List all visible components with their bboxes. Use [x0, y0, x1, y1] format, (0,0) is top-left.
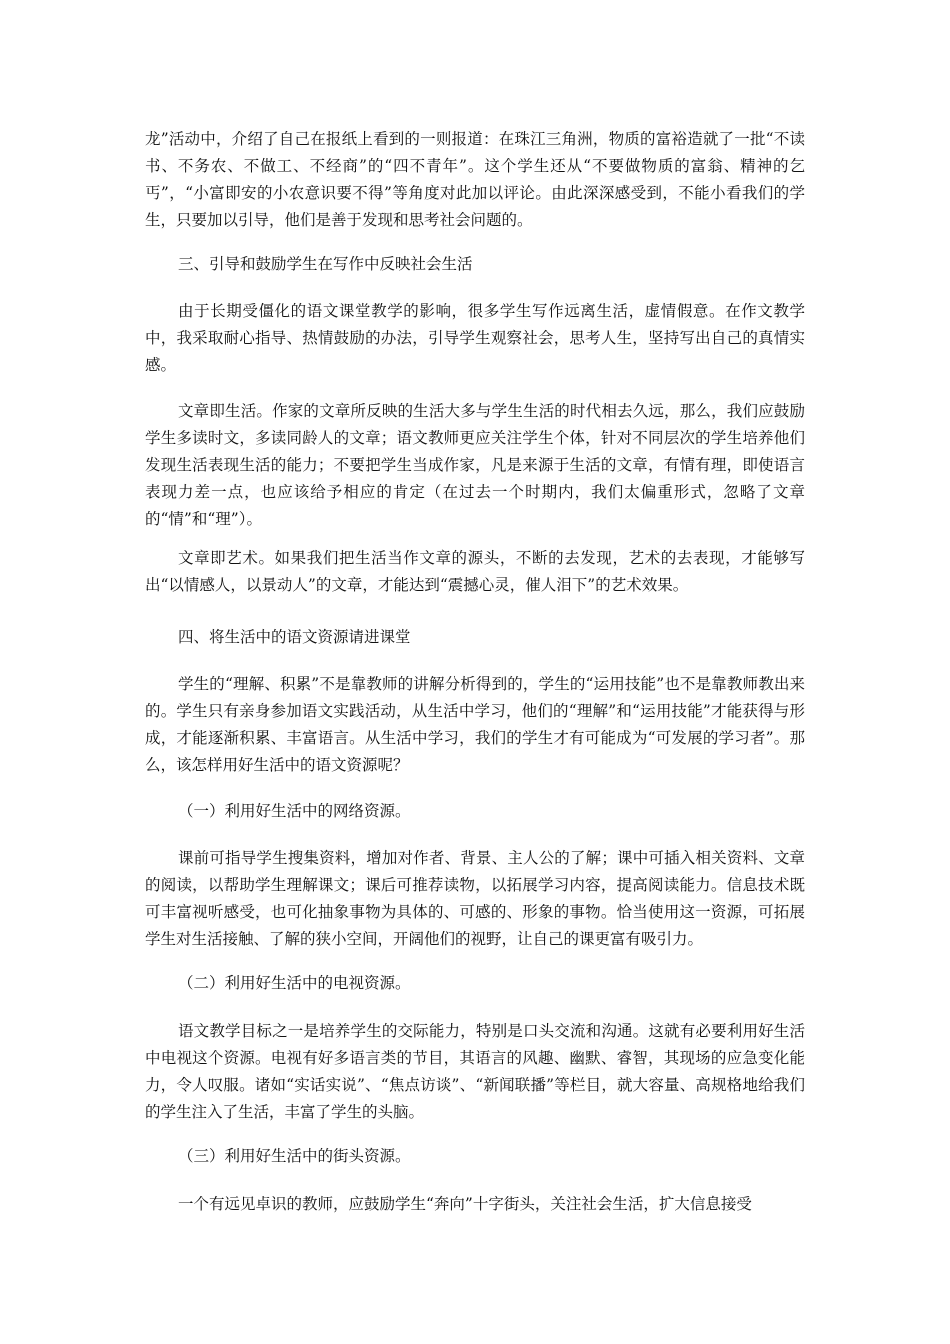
subheading-street-resources: （三）利用好生活中的街头资源。: [178, 1147, 411, 1165]
section-heading-3: 三、引导和鼓励学生在写作中反映社会生活: [178, 255, 473, 273]
paragraph-continued: 龙”活动中，介绍了自己在报纸上看到的一则报道：在珠江三角洲，物质的富裕造就了一批“不读书、不务农、不做工、不经商”的“四不青年”。这个学生还从“不要做物质的富翁、精神的乞丐”，“小富即安的小农意识要不得”等角度对此加以评论。由此深深感受到，不能小看我们的学生，只要加以引导，他们是善于发现和思考社会问题的。: [145, 130, 805, 229]
subheading-network-resources: （一）利用好生活中的网络资源。: [178, 802, 411, 820]
paragraph-tv-resources: 语文教学目标之一是培养学生的交际能力，特别是口头交流和沟通。这就有必要利用好生活中电视这个资源。电视有好多语言类的节目，其语言的风趣、幽默、睿智，其现场的应急变化能力，令人叹服。诸如“实话实说”、“焦点访谈”、“新闻联播”等栏目，就大容量、高规格地给我们的学生注入了生活，丰富了学生的头脑。: [145, 1022, 805, 1121]
paragraph-street-resources: 一个有远见卓识的教师，应鼓励学生“奔向”十字街头，关注社会生活，扩大信息接受: [178, 1195, 752, 1213]
paragraph-article-is-art: 文章即艺术。如果我们把生活当作文章的源头，不断的去发现，艺术的去表现，才能够写出“以情感人，以景动人”的文章，才能达到“震撼心灵，催人泪下”的艺术效果。: [145, 549, 805, 594]
paragraph-learning-from-life: 学生的“理解、积累”不是靠教师的讲解分析得到的，学生的“运用技能”也不是靠教师教出来的。学生只有亲身参加语文实践活动，从生活中学习，他们的“理解”和“运用技能”才能获得与形成，才能逐渐积累、丰富语言。从生活中学习，我们的学生才有可能成为“可发展的学习者”。那么，该怎样用好生活中的语文资源呢？: [145, 675, 805, 774]
paragraph-article-is-life: 文章即生活。作家的文章所反映的生活大多与学生生活的时代相去久远，那么，我们应鼓励学生多读时文，多读同龄人的文章；语文教师更应关注学生个体，针对不同层次的学生培养他们发现生活表现生活的能力；不要把学生当成作家，凡是来源于生活的文章，有情有理，即使语言表现力差一点，也应该给予相应的肯定（在过去一个时期内，我们太偏重形式，忽略了文章的“情”和“理”）。: [145, 402, 805, 528]
subheading-tv-resources: （二）利用好生活中的电视资源。: [178, 974, 411, 992]
section-heading-4: 四、将生活中的语文资源请进课堂: [178, 628, 411, 646]
paragraph-network-resources: 课前可指导学生搜集资料，增加对作者、背景、主人公的了解；课中可插入相关资料、文章的阅读，以帮助学生理解课文；课后可推荐读物，以拓展学习内容，提高阅读能力。信息技术既可丰富视听感受，也可化抽象事物为具体的、可感的、形象的事物。恰当使用这一资源，可拓展学生对生活接触、了解的狭小空间，开阔他们的视野，让自己的课更富有吸引力。: [145, 849, 805, 948]
paragraph-writing-intro: 由于长期受僵化的语文课堂教学的影响，很多学生写作远离生活，虚情假意。在作文教学中，我采取耐心指导、热情鼓励的办法，引导学生观察社会，思考人生，坚持写出自己的真情实感。: [145, 302, 805, 374]
